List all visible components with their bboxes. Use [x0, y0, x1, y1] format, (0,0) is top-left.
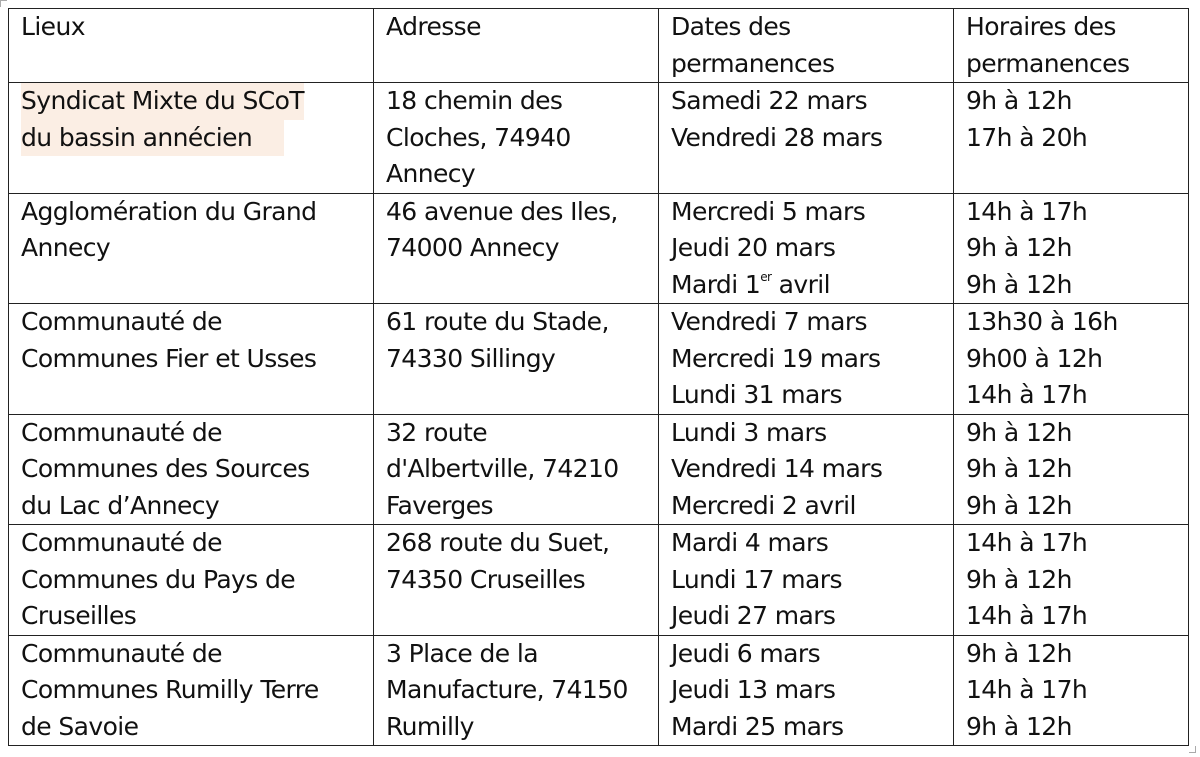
cell-horaires: 9h à 12h 17h à 20h: [954, 83, 1189, 194]
cell-lieu: Syndicat Mixte du SCoT du bassin annécien: [9, 83, 374, 194]
page-corner-mark: [0, 0, 7, 7]
table-row: [9, 525, 1189, 636]
cell-adresse: 3 Place de la Manufacture, 74150 Rumilly: [374, 635, 659, 746]
cell-adresse: 46 avenue des Iles, 74000 Annecy: [374, 193, 659, 304]
cell-lieu: Communauté de Communes des Sources du Lac d’Annecy: [9, 414, 374, 525]
cell-dates: Mercredi 5 mars Jeudi 20 mars Mardi 1er avril: [659, 193, 954, 304]
cell-adresse: 268 route du Suet, 74350 Cruseilles: [374, 525, 659, 636]
page-corner-mark: [1189, 746, 1196, 753]
header-horaires: Horaires des permanences: [954, 9, 1189, 83]
cell-horaires: 13h30 à 16h 9h00 à 12h 14h à 17h: [954, 304, 1189, 415]
date-with-superscript: Mardi 1er avril: [671, 269, 830, 299]
cell-horaires: 14h à 17h 9h à 12h 14h à 17h: [954, 525, 1189, 636]
cell-dates: Mardi 4 mars Lundi 17 mars Jeudi 27 mars: [659, 525, 954, 636]
cell-adresse: 18 chemin des Cloches, 74940 Annecy: [374, 83, 659, 194]
cell-adresse: 61 route du Stade, 74330 Sillingy: [374, 304, 659, 415]
table-row: [9, 83, 1189, 194]
header-adresse: Adresse: [374, 9, 659, 83]
cell-horaires: 9h à 12h 14h à 17h 9h à 12h: [954, 635, 1189, 746]
cell-horaires: 14h à 17h 9h à 12h 9h à 12h: [954, 193, 1189, 304]
table-header-row: [9, 9, 1189, 83]
cell-dates: Jeudi 6 mars Jeudi 13 mars Mardi 25 mars: [659, 635, 954, 746]
cell-dates: Samedi 22 mars Vendredi 28 mars: [659, 83, 954, 194]
permanences-table: [8, 8, 1189, 746]
cell-adresse: 32 route d'Albertville, 74210 Faverges: [374, 414, 659, 525]
header-lieux: Lieux: [9, 9, 374, 83]
cell-lieu: Communauté de Communes Rumilly Terre de Savoie: [9, 635, 374, 746]
cell-lieu: Agglomération du Grand Annecy: [9, 193, 374, 304]
cell-dates: Vendredi 7 mars Mercredi 19 mars Lundi 31 mars: [659, 304, 954, 415]
table-row: [9, 193, 1189, 304]
table-row: [9, 635, 1189, 746]
cell-dates: Lundi 3 mars Vendredi 14 mars Mercredi 2 avril: [659, 414, 954, 525]
cell-horaires: 9h à 12h 9h à 12h 9h à 12h: [954, 414, 1189, 525]
table-row: [9, 304, 1189, 415]
cell-lieu: Communauté de Communes Fier et Usses: [9, 304, 374, 415]
cell-lieu: Communauté de Communes du Pays de Cruseilles: [9, 525, 374, 636]
table-row: [9, 414, 1189, 525]
header-dates: Dates des permanences: [659, 9, 954, 83]
